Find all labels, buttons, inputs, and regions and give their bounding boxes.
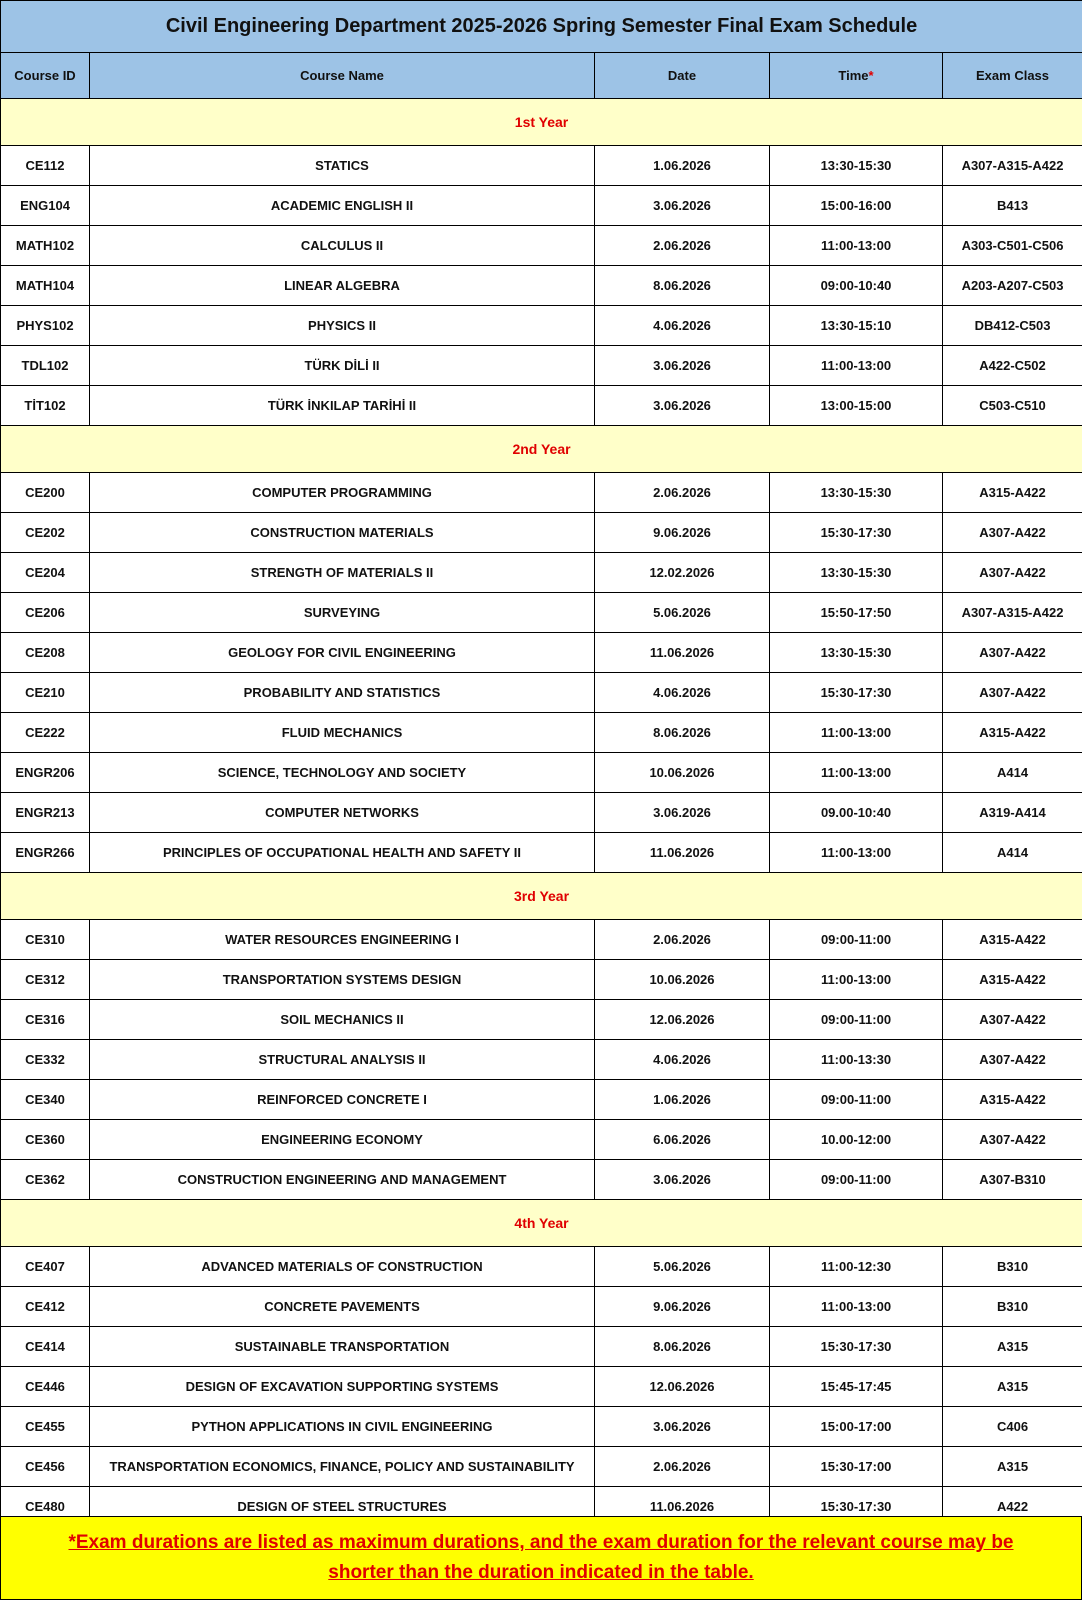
year-section-label: 3rd Year — [1, 873, 1082, 920]
course-name-cell: FLUID MECHANICS — [90, 713, 595, 753]
table-row — [1, 920, 1082, 960]
exam-time-cell: 13:30-15:10 — [770, 306, 943, 346]
course-id-cell: CE362 — [1, 1160, 90, 1200]
exam-class-cell: C406 — [943, 1407, 1082, 1447]
exam-date-cell: 8.06.2026 — [595, 266, 770, 306]
course-name-cell: CONSTRUCTION MATERIALS — [90, 513, 595, 553]
course-id-cell: CE312 — [1, 960, 90, 1000]
table-row — [1, 833, 1082, 873]
course-name-cell: PROBABILITY AND STATISTICS — [90, 673, 595, 713]
table-row — [1, 593, 1082, 633]
exam-class-cell: A307-A422 — [943, 553, 1082, 593]
course-name-cell: ACADEMIC ENGLISH II — [90, 186, 595, 226]
exam-class-cell: A303-C501-C506 — [943, 226, 1082, 266]
course-id-cell: CE407 — [1, 1247, 90, 1287]
exam-class-cell: A307-A422 — [943, 513, 1082, 553]
exam-time-cell: 15:45-17:45 — [770, 1367, 943, 1407]
footnote-line-2: shorter than the duration indicated in the table. — [328, 1562, 754, 1583]
table-row — [1, 1040, 1082, 1080]
table-row — [1, 673, 1082, 713]
table-row — [1, 1247, 1082, 1287]
course-name-cell: DESIGN OF STEEL STRUCTURES — [90, 1487, 595, 1527]
exam-class-cell: A307-A422 — [943, 633, 1082, 673]
exam-date-cell: 3.06.2026 — [595, 793, 770, 833]
table-row — [1, 753, 1082, 793]
header-course-name: Course Name — [90, 53, 595, 99]
exam-class-cell: A307-A422 — [943, 1040, 1082, 1080]
exam-class-cell: A414 — [943, 833, 1082, 873]
exam-date-cell: 9.06.2026 — [595, 513, 770, 553]
course-id-cell: PHYS102 — [1, 306, 90, 346]
exam-date-cell: 5.06.2026 — [595, 1247, 770, 1287]
exam-time-cell: 15:50-17:50 — [770, 593, 943, 633]
exam-class-cell: A319-A414 — [943, 793, 1082, 833]
exam-class-cell: A315-A422 — [943, 713, 1082, 753]
course-name-cell: ADVANCED MATERIALS OF CONSTRUCTION — [90, 1247, 595, 1287]
exam-date-cell: 2.06.2026 — [595, 1447, 770, 1487]
exam-class-cell: A315 — [943, 1447, 1082, 1487]
course-id-cell: CE208 — [1, 633, 90, 673]
exam-date-cell: 4.06.2026 — [595, 1040, 770, 1080]
exam-time-cell: 15:30-17:30 — [770, 1487, 943, 1527]
course-id-cell: CE222 — [1, 713, 90, 753]
exam-class-cell: DB412-C503 — [943, 306, 1082, 346]
header-row — [1, 53, 1082, 99]
course-name-cell: CALCULUS II — [90, 226, 595, 266]
course-id-cell: CE204 — [1, 553, 90, 593]
course-name-cell: SOIL MECHANICS II — [90, 1000, 595, 1040]
course-name-cell: TRANSPORTATION SYSTEMS DESIGN — [90, 960, 595, 1000]
course-name-cell: COMPUTER NETWORKS — [90, 793, 595, 833]
exam-date-cell: 12.06.2026 — [595, 1000, 770, 1040]
exam-date-cell: 4.06.2026 — [595, 673, 770, 713]
table-row — [1, 306, 1082, 346]
exam-class-cell: B310 — [943, 1287, 1082, 1327]
exam-date-cell: 3.06.2026 — [595, 1160, 770, 1200]
exam-class-cell: A307-A315-A422 — [943, 146, 1082, 186]
course-id-cell: CE210 — [1, 673, 90, 713]
exam-time-cell: 15:30-17:00 — [770, 1447, 943, 1487]
course-id-cell: CE112 — [1, 146, 90, 186]
course-id-cell: CE316 — [1, 1000, 90, 1040]
table-row — [1, 633, 1082, 673]
title-row — [1, 1, 1082, 53]
exam-date-cell: 10.06.2026 — [595, 960, 770, 1000]
exam-time-cell: 15:00-17:00 — [770, 1407, 943, 1447]
exam-class-cell: A203-A207-C503 — [943, 266, 1082, 306]
exam-class-cell: A315 — [943, 1327, 1082, 1367]
exam-class-cell: A315-A422 — [943, 920, 1082, 960]
course-name-cell: SUSTAINABLE TRANSPORTATION — [90, 1327, 595, 1367]
course-id-cell: CE340 — [1, 1080, 90, 1120]
exam-class-cell: A315-A422 — [943, 473, 1082, 513]
table-row — [1, 1000, 1082, 1040]
table-row — [1, 1080, 1082, 1120]
exam-date-cell: 9.06.2026 — [595, 1287, 770, 1327]
table-row — [1, 553, 1082, 593]
course-id-cell: ENG104 — [1, 186, 90, 226]
exam-date-cell: 6.06.2026 — [595, 1120, 770, 1160]
year-section-row — [1, 873, 1082, 920]
course-name-cell: SCIENCE, TECHNOLOGY AND SOCIETY — [90, 753, 595, 793]
exam-time-cell: 13:30-15:30 — [770, 146, 943, 186]
course-name-cell: STRUCTURAL ANALYSIS II — [90, 1040, 595, 1080]
course-name-cell: CONSTRUCTION ENGINEERING AND MANAGEMENT — [90, 1160, 595, 1200]
table-row — [1, 1160, 1082, 1200]
course-name-cell: SURVEYING — [90, 593, 595, 633]
table-row — [1, 713, 1082, 753]
course-name-cell: DESIGN OF EXCAVATION SUPPORTING SYSTEMS — [90, 1367, 595, 1407]
table-row — [1, 1447, 1082, 1487]
course-id-cell: ENGR213 — [1, 793, 90, 833]
course-name-cell: STATICS — [90, 146, 595, 186]
table-row — [1, 1327, 1082, 1367]
exam-time-cell: 15:30-17:30 — [770, 513, 943, 553]
table-row — [1, 1407, 1082, 1447]
exam-time-cell: 13:30-15:30 — [770, 473, 943, 513]
course-id-cell: CE360 — [1, 1120, 90, 1160]
exam-date-cell: 12.06.2026 — [595, 1367, 770, 1407]
exam-date-cell: 4.06.2026 — [595, 306, 770, 346]
course-id-cell: ENGR206 — [1, 753, 90, 793]
exam-date-cell: 3.06.2026 — [595, 186, 770, 226]
course-id-cell: CE310 — [1, 920, 90, 960]
exam-time-cell: 13:30-15:30 — [770, 633, 943, 673]
exam-class-cell: A315-A422 — [943, 960, 1082, 1000]
exam-date-cell: 5.06.2026 — [595, 593, 770, 633]
exam-time-cell: 09:00-10:40 — [770, 266, 943, 306]
exam-class-cell: C503-C510 — [943, 386, 1082, 426]
exam-class-cell: A307-A422 — [943, 1000, 1082, 1040]
exam-date-cell: 8.06.2026 — [595, 1327, 770, 1367]
exam-time-cell: 11:00-13:00 — [770, 1287, 943, 1327]
course-id-cell: CE446 — [1, 1367, 90, 1407]
course-name-cell: PRINCIPLES OF OCCUPATIONAL HEALTH AND SAFETY II — [90, 833, 595, 873]
course-name-cell: LINEAR ALGEBRA — [90, 266, 595, 306]
course-id-cell: CE456 — [1, 1447, 90, 1487]
exam-time-cell: 09:00-11:00 — [770, 920, 943, 960]
exam-time-cell: 15:00-16:00 — [770, 186, 943, 226]
exam-time-cell: 13:30-15:30 — [770, 553, 943, 593]
page-title: Civil Engineering Department 2025-2026 Spring Semester Final Exam Schedule — [1, 1, 1082, 53]
course-id-cell: CE412 — [1, 1287, 90, 1327]
exam-time-cell: 13:00-15:00 — [770, 386, 943, 426]
exam-date-cell: 3.06.2026 — [595, 386, 770, 426]
exam-date-cell: 11.06.2026 — [595, 1487, 770, 1527]
course-name-cell: STRENGTH OF MATERIALS II — [90, 553, 595, 593]
exam-date-cell: 2.06.2026 — [595, 226, 770, 266]
course-id-cell: TİT102 — [1, 386, 90, 426]
year-section-label: 1st Year — [1, 99, 1082, 146]
table-row — [1, 346, 1082, 386]
table-row — [1, 1287, 1082, 1327]
exam-class-cell: A315-A422 — [943, 1080, 1082, 1120]
exam-date-cell: 12.02.2026 — [595, 553, 770, 593]
course-id-cell: CE414 — [1, 1327, 90, 1367]
exam-class-cell: A315 — [943, 1367, 1082, 1407]
course-name-cell: GEOLOGY FOR CIVIL ENGINEERING — [90, 633, 595, 673]
exam-class-cell: A307-B310 — [943, 1160, 1082, 1200]
table-row — [1, 513, 1082, 553]
exam-class-cell: B310 — [943, 1247, 1082, 1287]
year-section-label: 2nd Year — [1, 426, 1082, 473]
exam-time-cell: 09:00-11:00 — [770, 1160, 943, 1200]
table-row — [1, 1367, 1082, 1407]
exam-date-cell: 1.06.2026 — [595, 1080, 770, 1120]
exam-time-cell: 11:00-13:00 — [770, 346, 943, 386]
duration-footnote — [0, 1516, 1082, 1600]
exam-time-cell: 11:00-13:00 — [770, 713, 943, 753]
table-row — [1, 473, 1082, 513]
year-section-row — [1, 1200, 1082, 1247]
exam-time-cell: 11:00-12:30 — [770, 1247, 943, 1287]
table-row — [1, 226, 1082, 266]
exam-date-cell: 8.06.2026 — [595, 713, 770, 753]
exam-date-cell: 2.06.2026 — [595, 920, 770, 960]
exam-time-cell: 10.00-12:00 — [770, 1120, 943, 1160]
exam-class-cell: A307-A422 — [943, 673, 1082, 713]
header-time-asterisk: * — [868, 68, 874, 83]
course-id-cell: CE202 — [1, 513, 90, 553]
header-time-label: Time — [838, 68, 869, 83]
exam-date-cell: 11.06.2026 — [595, 633, 770, 673]
course-id-cell: MATH104 — [1, 266, 90, 306]
course-id-cell: TDL102 — [1, 346, 90, 386]
course-name-cell: ENGINEERING ECONOMY — [90, 1120, 595, 1160]
exam-date-cell: 10.06.2026 — [595, 753, 770, 793]
course-id-cell: CE480 — [1, 1487, 90, 1527]
table-row — [1, 266, 1082, 306]
course-name-cell: REINFORCED CONCRETE I — [90, 1080, 595, 1120]
exam-time-cell: 15:30-17:30 — [770, 673, 943, 713]
exam-time-cell: 09:00-11:00 — [770, 1000, 943, 1040]
year-section-row — [1, 426, 1082, 473]
header-course-id: Course ID — [1, 53, 90, 99]
exam-class-cell: A307-A422 — [943, 1120, 1082, 1160]
course-id-cell: CE455 — [1, 1407, 90, 1447]
exam-class-cell: A307-A315-A422 — [943, 593, 1082, 633]
course-name-cell: TÜRK İNKILAP TARİHİ II — [90, 386, 595, 426]
course-id-cell: CE206 — [1, 593, 90, 633]
exam-class-cell: B413 — [943, 186, 1082, 226]
header-date: Date — [595, 53, 770, 99]
exam-date-cell: 3.06.2026 — [595, 346, 770, 386]
course-name-cell: TRANSPORTATION ECONOMICS, FINANCE, POLICY AND SUSTAINABILITY — [90, 1447, 595, 1487]
exam-time-cell: 11:00-13:00 — [770, 226, 943, 266]
year-section-label: 4th Year — [1, 1200, 1082, 1247]
exam-time-cell: 11:00-13:00 — [770, 753, 943, 793]
table-row — [1, 146, 1082, 186]
exam-class-cell: A414 — [943, 753, 1082, 793]
header-exam-class: Exam Class — [943, 53, 1082, 99]
table-row — [1, 1120, 1082, 1160]
schedule-body — [1, 99, 1082, 1527]
exam-time-cell: 15:30-17:30 — [770, 1327, 943, 1367]
course-name-cell: TÜRK DİLİ II — [90, 346, 595, 386]
header-time — [770, 53, 943, 99]
exam-date-cell: 1.06.2026 — [595, 146, 770, 186]
course-id-cell: CE200 — [1, 473, 90, 513]
course-name-cell: PYTHON APPLICATIONS IN CIVIL ENGINEERING — [90, 1407, 595, 1447]
exam-date-cell: 3.06.2026 — [595, 1407, 770, 1447]
exam-class-cell: A422-C502 — [943, 346, 1082, 386]
course-id-cell: CE332 — [1, 1040, 90, 1080]
table-row — [1, 960, 1082, 1000]
exam-time-cell: 09:00-11:00 — [770, 1080, 943, 1120]
table-row — [1, 186, 1082, 226]
exam-date-cell: 2.06.2026 — [595, 473, 770, 513]
year-section-row — [1, 99, 1082, 146]
exam-date-cell: 11.06.2026 — [595, 833, 770, 873]
table-row — [1, 386, 1082, 426]
course-id-cell: MATH102 — [1, 226, 90, 266]
course-id-cell: ENGR266 — [1, 833, 90, 873]
exam-class-cell: A422 — [943, 1487, 1082, 1527]
footnote-line-1: *Exam durations are listed as maximum durations, and the exam duration for the relevant course may be — [68, 1532, 1014, 1553]
course-name-cell: CONCRETE PAVEMENTS — [90, 1287, 595, 1327]
exam-time-cell: 11:00-13:00 — [770, 833, 943, 873]
course-name-cell: WATER RESOURCES ENGINEERING I — [90, 920, 595, 960]
course-name-cell: COMPUTER PROGRAMMING — [90, 473, 595, 513]
exam-time-cell: 11:00-13:30 — [770, 1040, 943, 1080]
exam-time-cell: 11:00-13:00 — [770, 960, 943, 1000]
exam-time-cell: 09.00-10:40 — [770, 793, 943, 833]
table-row — [1, 793, 1082, 833]
course-name-cell: PHYSICS II — [90, 306, 595, 346]
